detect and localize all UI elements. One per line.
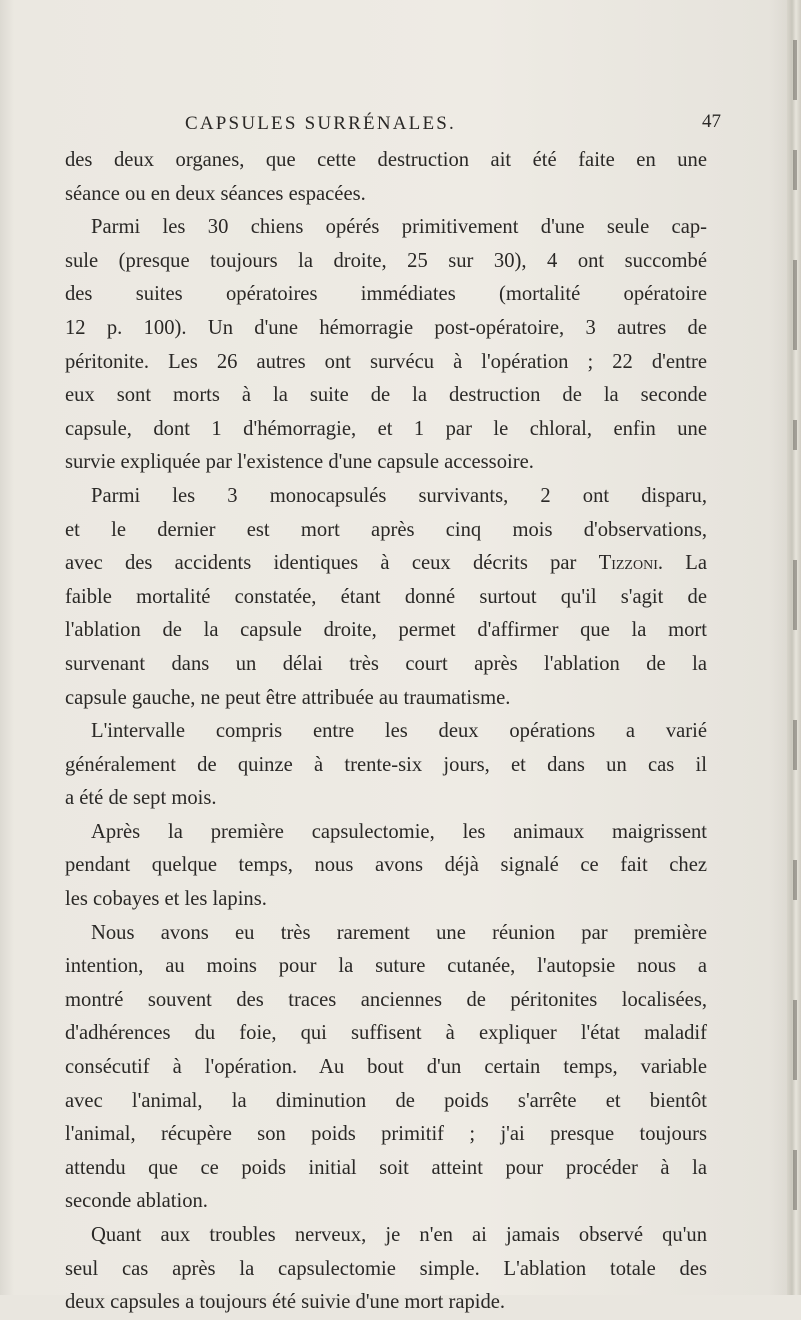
spine-mark <box>793 260 797 350</box>
text-line: L'intervalle compris entre les deux opérations a varié <box>91 720 707 743</box>
paragraph <box>65 211 707 480</box>
text-line: Quant aux troubles nerveux, je n'en ai jamais observé qu'un <box>91 1224 707 1246</box>
spine-mark <box>793 560 797 630</box>
paragraph <box>65 715 707 816</box>
spine-mark <box>793 420 797 450</box>
spine-mark <box>793 720 797 770</box>
text-line: Après la première capsulectomie, les animaux maigrissent <box>91 820 707 843</box>
text-line: survie expliquée par l'existence d'une capsule accessoire. <box>65 451 534 474</box>
spine-mark <box>793 40 797 100</box>
text-line: d'adhérences du foie, qui suffisent à expliquer l'état maladif <box>65 1022 707 1045</box>
text-line: sule (presque toujours la droite, 25 sur 30), 4 ont succombé <box>65 249 707 272</box>
spine-mark <box>793 1150 797 1210</box>
paragraph <box>65 1219 707 1320</box>
text-line: seul cas après la capsulectomie simple. L'ablation totale des <box>65 1257 707 1280</box>
text-line: Nous avons eu très rarement une réunion par première <box>91 921 707 944</box>
text-line: faible mortalité constatée, étant donné surtout qu'il s'agit de <box>65 585 707 608</box>
text-line: avec des accidents identiques à ceux décrits par Tizzoni. La <box>65 552 707 575</box>
page-spine-edge <box>787 0 801 1295</box>
text-line: attendu que ce poids initial soit atteint pour procéder à la <box>65 1156 707 1179</box>
text-line: Parmi les 30 chiens opérés primitivement d'une seule cap- <box>91 216 707 239</box>
text-line: des deux organes, que cette destruction ait été faite en une <box>65 149 707 171</box>
text-line: montré souvent des traces anciennes de péritonites localisées, <box>65 988 707 1011</box>
text-line: deux capsules a toujours été suivie d'une mort rapide. <box>65 1291 506 1314</box>
text-line: capsule, dont 1 d'hémorragie, et 1 par le chloral, enfin une <box>65 417 707 440</box>
text-line: consécutif à l'opération. Au bout d'un certain temps, variable <box>65 1056 707 1079</box>
running-head: CAPSULES SURRÉNALES. <box>185 113 456 134</box>
text-line: avec l'animal, la diminution de poids s'arrête et bientôt <box>65 1089 707 1112</box>
text-line: seconde ablation. <box>65 1190 208 1213</box>
text-line: séance ou en deux séances espacées. <box>65 182 366 205</box>
spine-mark <box>793 860 797 900</box>
text-line: 12 p. 100). Un d'une hémorragie post-opératoire, 3 autres de <box>65 316 707 339</box>
text-line: l'ablation de la capsule droite, permet d'affirmer que la mort <box>65 619 707 642</box>
text-line: péritonite. Les 26 autres ont survécu à l'opération ; 22 d'entre <box>65 350 707 373</box>
body-text <box>65 144 707 1320</box>
page-number: 47 <box>702 111 721 132</box>
paragraph <box>65 917 707 1219</box>
text-line: pendant quelque temps, nous avons déjà signalé ce fait chez <box>65 854 707 877</box>
text-line: et le dernier est mort après cinq mois d'observations, <box>65 518 707 541</box>
spine-mark <box>793 1000 797 1080</box>
text-line: l'animal, récupère son poids primitif ; j'ai presque toujours <box>65 1123 707 1146</box>
paragraph <box>65 816 707 917</box>
text-line: des suites opératoires immédiates (mortalité opératoire <box>65 283 707 306</box>
text-line: Parmi les 3 monocapsulés survivants, 2 ont disparu, <box>91 484 707 507</box>
text-line: a été de sept mois. <box>65 787 217 810</box>
text-line: intention, au moins pour la suture cutanée, l'autopsie nous a <box>65 955 707 978</box>
text-line: capsule gauche, ne peut être attribuée au traumatisme. <box>65 686 511 709</box>
text-line: eux sont morts à la suite de la destruction de la seconde <box>65 384 707 407</box>
paragraph <box>65 144 707 211</box>
text-line: survenant dans un délai très court après l'ablation de la <box>65 652 707 675</box>
text-line: les cobayes et les lapins. <box>65 888 267 911</box>
spine-mark <box>793 150 797 190</box>
text-line: généralement de quinze à trente-six jours, et dans un cas il <box>65 753 707 776</box>
paragraph <box>65 480 707 715</box>
